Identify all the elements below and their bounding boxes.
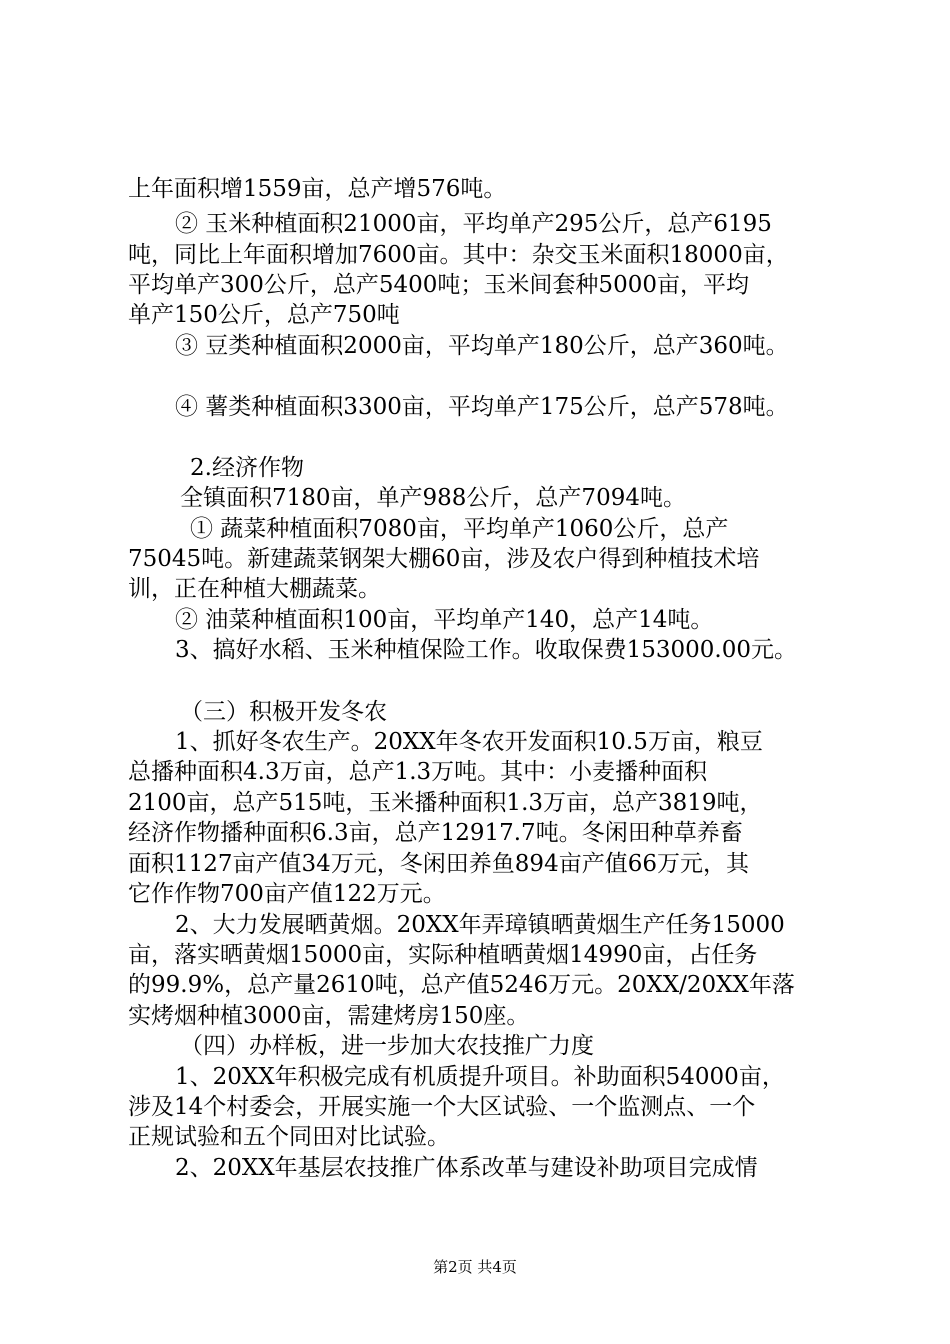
text-line: 总播种面积4.3万亩，总产1.3万吨。其中：小麦播种面积 (128, 759, 708, 785)
text-line: 平均单产300公斤，总产5400吨；玉米间套种5000亩，平均 (128, 272, 749, 298)
text-line: 75045吨。新建蔬菜钢架大棚60亩，涉及农户得到种植技术培 (128, 546, 760, 572)
text-line: 2100亩，总产515吨，玉米播种面积1.3万亩，总产3819吨， (128, 790, 763, 816)
text-line: 面积1127亩产值34万元，冬闲田养鱼894亩产值66万元，其 (128, 851, 749, 877)
text-line: ① 蔬菜种植面积7080亩，平均单产1060公斤，总产 (190, 516, 729, 542)
text-line: ② 玉米种植面积21000亩，平均单产295公斤，总产6195 (175, 211, 772, 237)
text-line: 2、20XX年基层农技推广体系改革与建设补助项目完成情 (175, 1155, 758, 1181)
text-line: 它作作物700亩产值122万元。 (128, 881, 446, 907)
section-heading: 2.经济作物 (190, 455, 304, 481)
section-heading: （四）办样板，进一步加大农技推广力度 (180, 1033, 594, 1059)
section-heading: （三）积极开发冬农 (180, 699, 387, 725)
text-line: 2、大力发展晒黄烟。20XX年弄璋镇晒黄烟生产任务15000 (175, 912, 785, 938)
text-line: 全镇面积7180亩，单产988公斤，总产7094吨。 (180, 485, 686, 511)
text-line: 经济作物播种面积6.3亩，总产12917.7吨。冬闲田种草养畜 (128, 820, 743, 846)
text-line: ③ 豆类种植面积2000亩，平均单产180公斤，总产360吨。 (175, 333, 789, 359)
text-line: 正规试验和五个同田对比试验。 (128, 1124, 450, 1150)
text-line: 亩，落实晒黄烟15000亩，实际种植晒黄烟14990亩，占任务 (128, 942, 758, 968)
text-line: ④ 薯类种植面积3300亩，平均单产175公斤，总产578吨。 (175, 394, 789, 420)
text-line: 上年面积增1559亩，总产增576吨。 (128, 176, 507, 202)
text-line: 训，正在种植大棚蔬菜。 (128, 576, 381, 602)
text-line: 1、20XX年积极完成有机质提升项目。补助面积54000亩， (175, 1064, 785, 1090)
text-line: 单产150公斤，总产750吨 (128, 302, 400, 328)
text-line: 实烤烟种植3000亩，需建烤房150座。 (128, 1003, 530, 1029)
page-number-footer: 第2页 共4页 (433, 1258, 517, 1276)
text-line: 涉及14个村委会，开展实施一个大区试验、一个监测点、一个 (128, 1094, 756, 1120)
text-line: 1、抓好冬农生产。20XX年冬农开发面积10.5万亩，粮豆 (175, 729, 763, 755)
text-line: 3、搞好水稻、玉米种植保险工作。收取保费153000.00元。 (175, 637, 798, 663)
text-line: ② 油菜种植面积100亩，平均单产140，总产14吨。 (175, 607, 714, 633)
text-line: 的99.9%，总产量2610吨，总产值5246万元。20XX/20XX年落 (128, 972, 795, 998)
text-line: 吨，同比上年面积增加7600亩。其中：杂交玉米面积18000亩， (128, 242, 789, 268)
